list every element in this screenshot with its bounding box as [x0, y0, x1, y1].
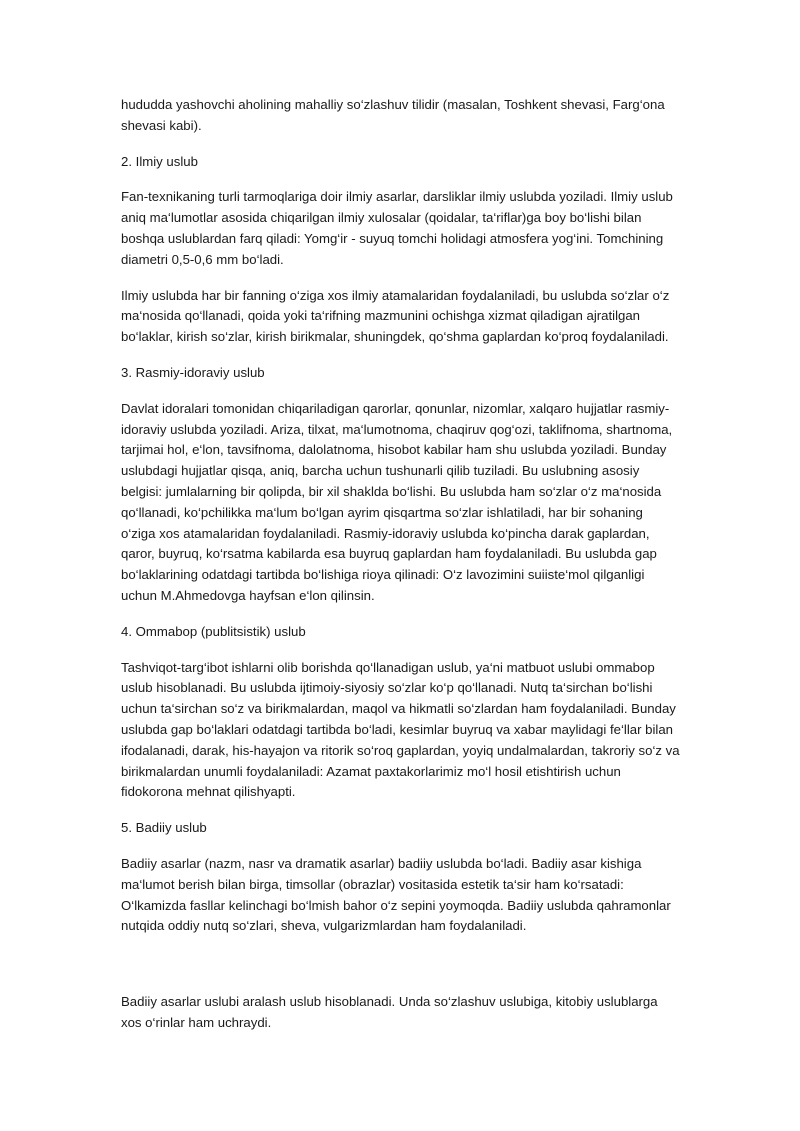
paragraph-intro: hududda yashovchi aholining mahalliy so‘zlashuv tilidir (masalan, Toshkent shevasi, Farg‘ona shevasi kabi). — [121, 97, 665, 133]
paragraph-rasmiy: Davlat idoralari tomonidan chiqariladigan qarorlar, qonunlar, nizomlar, xalqaro hujjatlar rasmiy-idoraviy uslubda yoziladi. Ariza, tilxat, ma‘lumotnoma, chaqiruv qog‘ozi, taklifnoma, shartnoma, tarjimai hol, e‘lon, tavsifnoma, dalolatnoma, hisobot kabilar ham shu uslubda yoziladi. Bunday uslubdagi hujjatlar qisqa, aniq, barcha uchun tushunarli qilib tuziladi. Bu uslubning asosiy belgisi: jumlalarning bir qolipda, bir xil shaklda bo‘lishi. Bu uslubda ham so‘zlar o‘z ma‘nosida qo‘llanadi, ko‘pchilikka ma‘lum bo‘lgan ayrim qisqartma so‘zlar ishlatiladi, har bir sohaning o‘ziga xos atamalaridan foydalaniladi. Rasmiy-idoraviy uslubda ko‘pincha darak gaplardan, qaror, buyruq, ko‘rsatma kabilarda esa buyruq gaplardan ham foydalaniladi. Bu uslubda gap bo‘laklarining odatdagi tartibda bo‘lishiga rioya qilinadi: O‘z lavozimini suiiste‘mol qilganligi uchun M.Ahmedovga hayfsan e‘lon qilinsin. — [121, 400, 673, 603]
blank-space — [121, 952, 680, 992]
paragraph-badiiy: Badiiy asarlar (nazm, nasr va dramatik asarlar) badiiy uslubda bo‘ladi. Badiiy asar kishiga ma‘lumot berish bilan birga, timsollar (obrazlar) vositasida estetik ta‘sir ham ko‘rsatadi: O‘lkamizda fasllar kelinchagi bo‘lmish bahor o‘z sepini yoymoqda. Badiiy uslubda qahramonlar nutqida oddiy nutq so‘zlari, sheva, vulgarizmlardan ham foydalaniladi. — [121, 855, 671, 934]
paragraph-ilmiy-2: Ilmiy uslubda har bir fanning o‘ziga xos ilmiy atamalaridan foydalaniladi, bu uslubda so‘zlar o‘z ma‘nosida qo‘llanadi, qoida yoki ta‘rifning mazmunini ochishga xizmat qiladigan ajratilgan bo‘laklar, kirish so‘zlar, kirish birikmalar, shuningdek, qo‘shma gaplardan ko‘proq foydalaniladi. — [121, 287, 670, 345]
heading-ilmiy-uslub: 2. Ilmiy uslub — [121, 153, 198, 169]
paragraph-ommabop: Tashviqot-targ‘ibot ishlarni olib borishda qo‘llanadigan uslub, ya‘ni matbuot uslubi ommabop uslub hisoblanadi. Bu uslubda ijtimoiy-siyosiy so‘zlar ko‘p qo‘llanadi. Nutq ta‘sirchan bo‘lishi uchun ta‘sirchan so‘z va birikmalardan, maqol va hikmatli so‘zlardan ham foydalaniladi. Bunday uslubda gap bo‘laklari odatdagi tartibda bo‘ladi, kesimlar buyruq va xabar maylidagi fe‘llar bilan ifodalanadi, darak, his-hayajon va ritorik so‘roq gaplardan, yoyiq undalmalardan, takroriy so‘z va birikmalardan unumli foydalaniladi: Azamat paxtakorlarimiz mo‘l hosil etishtirish uchun fidokorona mehnat qilishyapti. — [121, 659, 680, 800]
heading-badiiy: 5. Badiiy uslub — [121, 820, 207, 836]
paragraph-badiiy-conclusion: Badiiy asarlar uslubi aralash uslub hisoblanadi. Unda so‘zlashuv uslubiga, kitobiy uslublarga xos o‘rinlar ham uchraydi. — [121, 994, 658, 1030]
paragraph-ilmiy-1: Fan-texnikaning turli tarmoqlariga doir ilmiy asarlar, darsliklar ilmiy uslubda yoziladi. Ilmiy uslub aniq ma‘lumotlar asosida chiqarilgan ilmiy xulosalar (qoidalar, ta‘riflar)ga boy bo‘lishi bilan boshqa uslublardan farq qiladi: Yomg‘ir - suyuq tomchi holidagi atmosfera yog‘ini. Tomchining diametri 0,5-0,6 mm bo‘ladi. — [121, 189, 673, 267]
heading-rasmiy-idoraviy: 3. Rasmiy-idoraviy uslub — [121, 364, 265, 380]
heading-ommabop: 4. Ommabop (publitsistik) uslub — [121, 623, 306, 639]
